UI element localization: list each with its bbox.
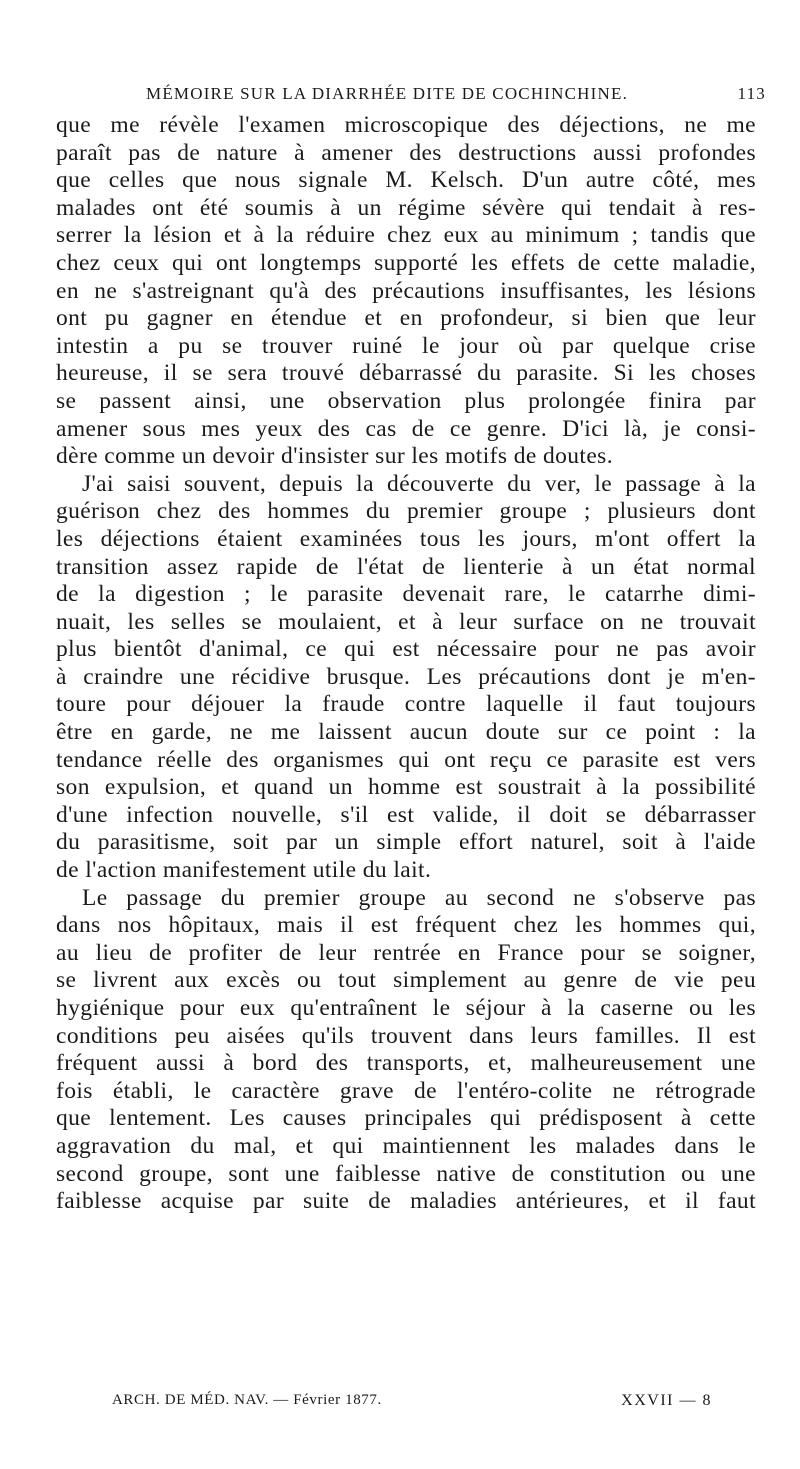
text-line: faiblesse acquise par suite de maladies antérieures, et il faut	[56, 1188, 756, 1215]
journal-signature: ARCH. DE MÉD. NAV. — Février 1877.	[112, 1392, 382, 1408]
text-line: serrer la lésion et à la réduire chez eux au minimum ; tandis que	[56, 222, 756, 249]
text-line: au lieu de profiter de leur rentrée en France pour se soigner,	[56, 939, 756, 966]
text-line: second groupe, sont une faiblesse native de constitution ou une	[56, 1160, 756, 1187]
text-line: son expulsion, et quand un homme est soustrait à la possibilité	[56, 774, 756, 801]
text-line: à craindre une récidive brusque. Les précautions dont je m'en-	[56, 663, 756, 690]
text-line: les déjections étaient examinées tous les jours, m'ont offert la	[56, 525, 756, 552]
text-line: dans nos hôpitaux, mais il est fréquent chez les hommes qui,	[56, 912, 756, 939]
text-line: amener sous mes yeux des cas de ce genre. D'ici là, je consi-	[56, 415, 756, 442]
paragraph-3	[56, 885, 756, 1216]
text-line: de la digestion ; le parasite devenait rare, le catarrhe dimi-	[56, 581, 756, 608]
text-line: se passent ainsi, une observation plus prolongée finira par	[56, 387, 756, 414]
text-line: transition assez rapide de l'état de lienterie à un état normal	[56, 553, 756, 580]
paragraph-2	[56, 471, 756, 885]
text-line: J'ai saisi souvent, depuis la découverte du ver, le passage à la	[82, 470, 756, 497]
text-line: guérison chez des hommes du premier groupe ; plusieurs dont	[56, 498, 756, 525]
text-line: hygiénique pour eux qu'entraînent le séjour à la caserne ou les	[56, 995, 756, 1021]
text-line: plus bientôt d'animal, ce qui est nécessaire pour ne pas avoir	[56, 636, 756, 663]
running-head	[56, 84, 766, 108]
page-number: 113	[737, 84, 766, 103]
text-line: malades ont été soumis à un régime sévère qui tendait à res-	[56, 194, 756, 221]
text-line: fréquent aussi à bord des transports, et, malheureusement une	[56, 1050, 756, 1077]
text-line: intestin a pu se trouver ruiné le jour où par quelque crise	[56, 332, 756, 359]
text-line: ont pu gagner en étendue et en profondeur, si bien que leur	[56, 305, 756, 332]
text-line: paraît pas de nature à amener des destructions aussi profondes	[56, 139, 756, 166]
text-line: aggravation du mal, et qui maintiennent les malades dans le	[56, 1132, 756, 1159]
text-line: du parasitisme, soit par un simple effort naturel, soit à l'aide	[56, 829, 756, 856]
text-line: de l'action manifestement utile du lait.	[56, 857, 432, 884]
text-line: que celles que nous signale M. Kelsch. D'un autre côté, mes	[56, 167, 756, 194]
text-line: se livrent aux excès ou tout simplement au genre de vie peu	[56, 967, 756, 994]
paragraph-1	[56, 112, 756, 471]
text-line: heureuse, il se sera trouvé débarrassé du parasite. Si les choses	[56, 360, 756, 387]
page-footer	[112, 1392, 712, 1414]
body-text	[56, 112, 756, 1216]
text-line: Le passage du premier groupe au second ne s'observe pas	[82, 884, 756, 911]
text-line: fois établi, le caractère grave de l'entéro-colite ne rétrograde	[56, 1077, 756, 1104]
text-line: conditions peu aisées qu'ils trouvent dans leurs familles. Il est	[56, 1022, 756, 1049]
text-line: tendance réelle des organismes qui ont reçu ce parasite est vers	[56, 746, 756, 773]
text-line: en ne s'astreignant qu'à des précautions insuffisantes, les lésions	[56, 277, 756, 304]
sheet-signature: XXVII — 8	[621, 1392, 712, 1409]
text-line: toure pour déjouer la fraude contre laquelle il faut toujours	[56, 691, 756, 718]
text-line: chez ceux qui ont longtemps supporté les effets de cette maladie,	[56, 249, 756, 276]
text-line: que me révèle l'examen microscopique des déjections, ne me	[56, 112, 756, 138]
text-line: d'une infection nouvelle, s'il est valide, il doit se débarrasser	[56, 801, 756, 828]
text-line: que lentement. Les causes principales qui prédisposent à cette	[56, 1105, 756, 1132]
text-line: être en garde, ne me laissent aucun doute sur ce point : la	[56, 719, 756, 746]
text-line: dère comme un devoir d'insister sur les motifs de doutes.	[56, 443, 613, 470]
running-head-title: MÉMOIRE SUR LA DIARRHÉE DITE DE COCHINCHINE.	[146, 84, 629, 103]
text-line: nuait, les selles se moulaient, et à leur surface on ne trouvait	[56, 608, 756, 635]
